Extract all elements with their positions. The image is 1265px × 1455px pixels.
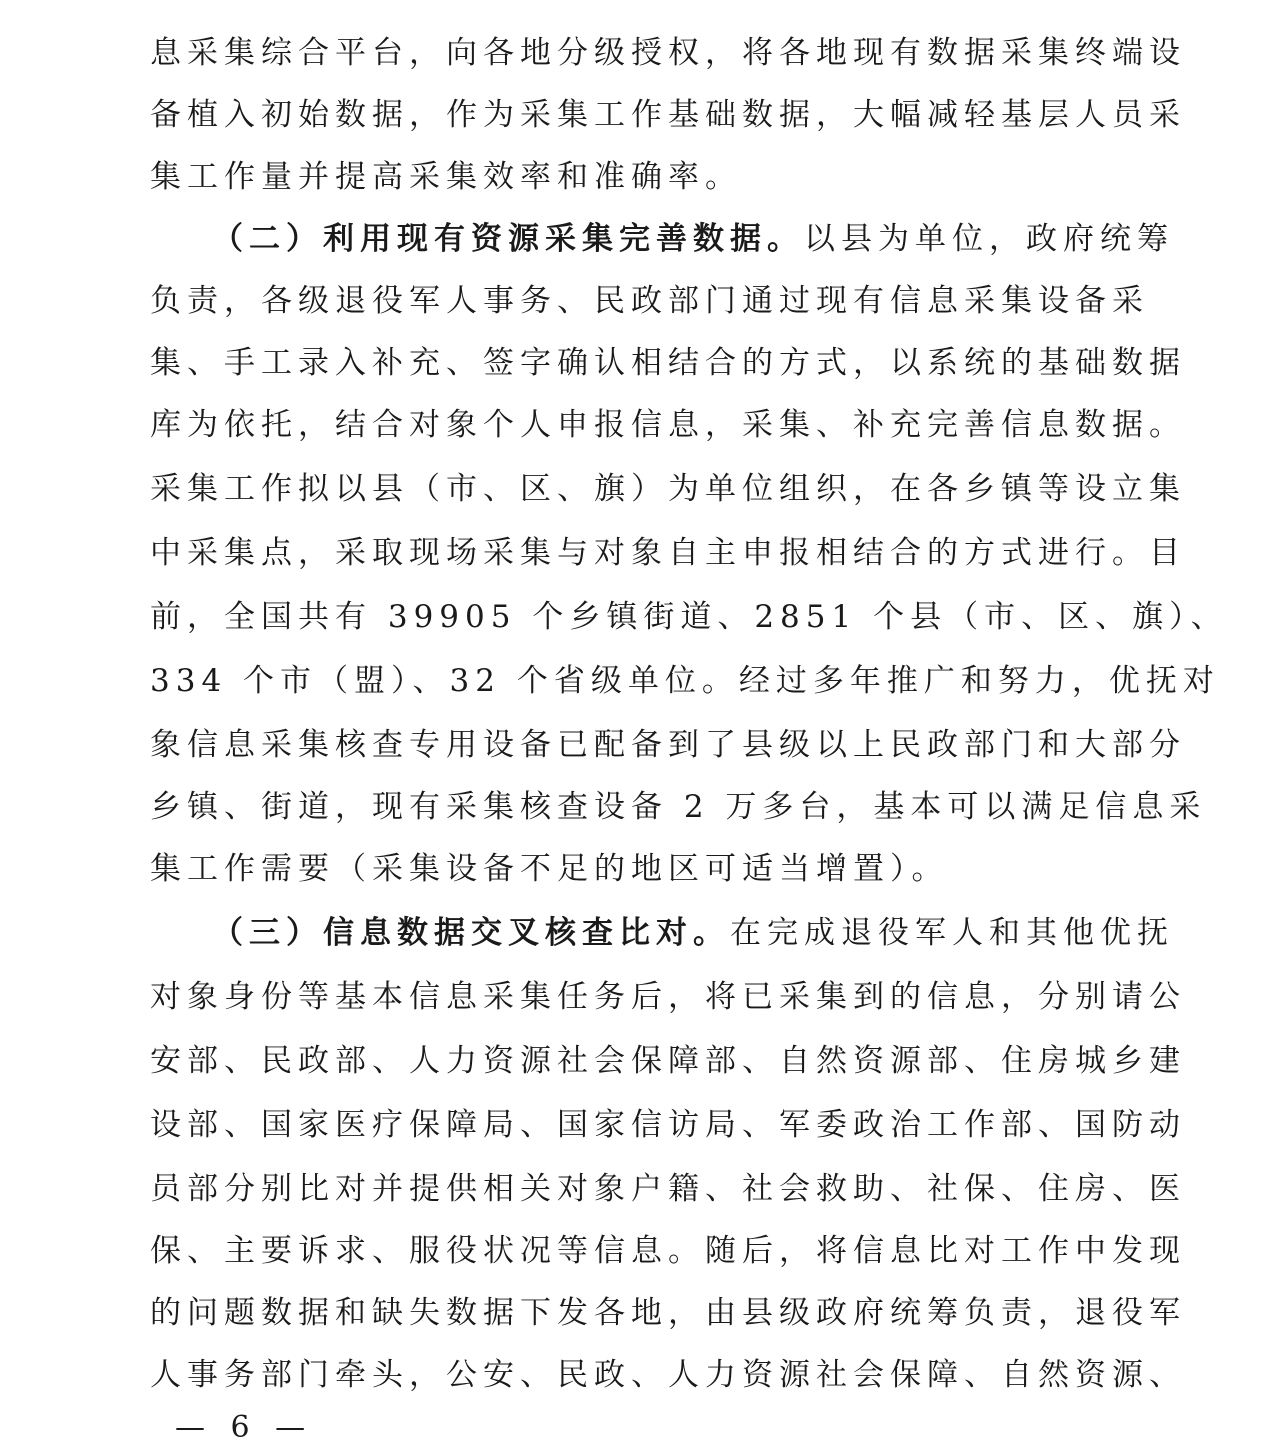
section-heading-line: （二）利用现有资源采集完善数据。以县为单位，政府统筹 <box>212 221 1174 257</box>
body-text-line: 集、手工录入补充、签字确认相结合的方式，以系统的基础数据 <box>150 345 1186 381</box>
body-text-line: 库为依托，结合对象个人申报信息，采集、补充完善信息数据。 <box>150 407 1186 443</box>
body-text-line: 集工作需要（采集设备不足的地区可适当增置）。 <box>150 851 949 887</box>
body-text-line: 保、主要诉求、服役状况等信息。随后，将信息比对工作中发现 <box>150 1233 1186 1269</box>
body-text-line: 采集工作拟以县（市、区、旗）为单位组织，在各乡镇等设立集 <box>150 471 1186 507</box>
section-heading: （二）利用现有资源采集完善数据。 <box>212 221 804 257</box>
body-text-line: 息采集综合平台，向各地分级授权，将各地现有数据采集终端设 <box>150 35 1186 71</box>
body-text-line: 备植入初始数据，作为采集工作基础数据，大幅减轻基层人员采 <box>150 97 1186 133</box>
body-text-line: 安部、民政部、人力资源社会保障部、自然资源部、住房城乡建 <box>150 1043 1186 1079</box>
body-text-line: 334 个市（盟）、32 个省级单位。经过多年推广和努力，优抚对 <box>150 663 1220 699</box>
body-text-line: 集工作量并提高采集效率和准确率。 <box>150 159 742 195</box>
body-text-line: 负责，各级退役军人事务、民政部门通过现有信息采集设备采 <box>150 283 1149 319</box>
section-heading-line: （三）信息数据交叉核查比对。在完成退役军人和其他优抚 <box>212 915 1174 951</box>
body-text-line: 人事务部门牵头，公安、民政、人力资源社会保障、自然资源、 <box>150 1357 1186 1393</box>
body-text-line: 乡镇、街道，现有采集核查设备 2 万多台，基本可以满足信息采 <box>150 789 1207 825</box>
body-text-line: 中采集点，采取现场采集与对象自主申报相结合的方式进行。目 <box>150 535 1186 571</box>
section-heading: （三）信息数据交叉核查比对。 <box>212 915 730 951</box>
body-text-line: 对象身份等基本信息采集任务后，将已采集到的信息，分别请公 <box>150 979 1186 1015</box>
body-text-line: 员部分别比对并提供相关对象户籍、社会救助、社保、住房、医 <box>150 1171 1186 1207</box>
page-number: — 6 — <box>175 1410 314 1445</box>
body-text-line: 的问题数据和缺失数据下发各地，由县级政府统筹负责，退役军 <box>150 1295 1186 1331</box>
body-text-line: 象信息采集核查专用设备已配备到了县级以上民政部门和大部分 <box>150 727 1186 763</box>
body-text-line: 前，全国共有 39905 个乡镇街道、2851 个县（市、区、旗）、 <box>150 599 1228 635</box>
body-text-line: 设部、国家医疗保障局、国家信访局、军委政治工作部、国防动 <box>150 1107 1186 1143</box>
